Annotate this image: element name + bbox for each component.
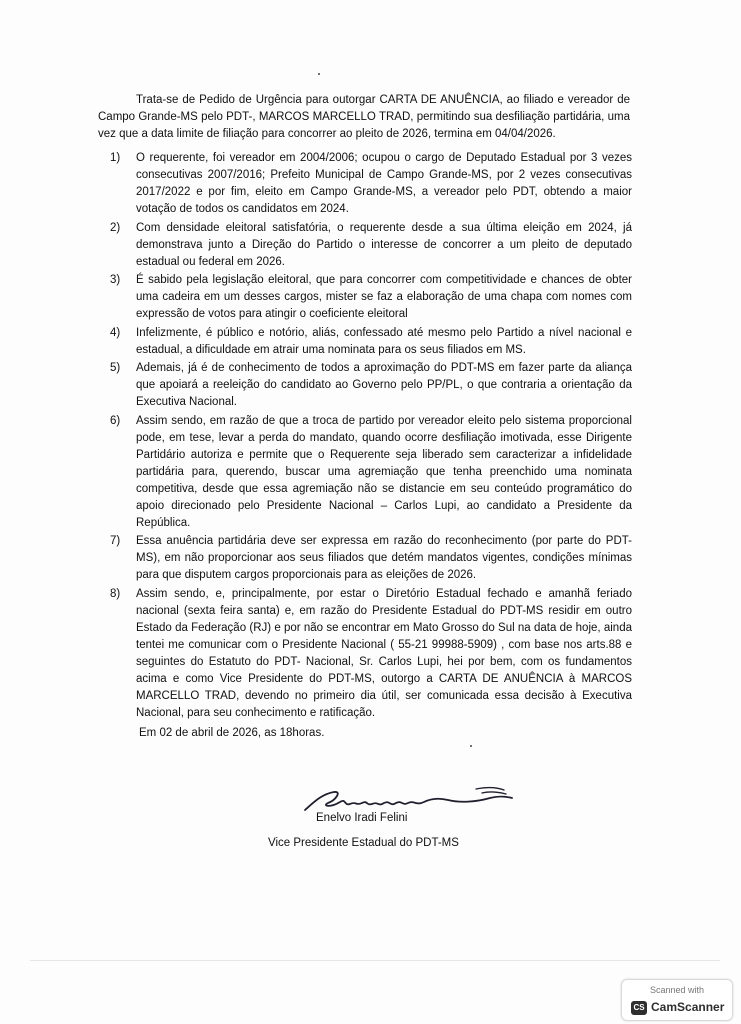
- camscanner-watermark: [621, 979, 733, 1021]
- camscanner-logo-icon: CS: [631, 1001, 647, 1015]
- list-item: [110, 272, 632, 323]
- signer-name: Enelvo Iradi Felini: [316, 812, 408, 824]
- intro-paragraph: [98, 92, 630, 144]
- item-number: 6): [110, 414, 121, 427]
- list-item: [110, 533, 632, 584]
- item-number: 2): [110, 221, 121, 234]
- item-text: Essa anuência partidária deve ser expressa em razão do reconhecimento (por parte do PDT-MS), em não proporcionar aos seus filiados que detém mandatos vigentes, condições mínimas para que disputem cargos proporcionais para as eleições de 2026.: [136, 535, 632, 582]
- list-item: [110, 220, 632, 271]
- item-text: Com densidade eleitoral satisfatória, o requerente desde a sua última eleição em 2024, já demonstrava junto a Direção do Partido o interesse de concorrer a um pleito de deputado estadual ou federal em 2026.: [136, 221, 632, 268]
- item-text: Assim sendo, em razão de que a troca de partido por vereador eleito pelo sistema proporcional pode, em tese, levar a perda do mandato, quando ocorre desfiliação imotivada, esse Dirigente Partidário autoriza e permite que o Requerente seja liberado sem caracterizar a infidelidade partidária para, querendo, buscar uma agremiação que tenha preenchido uma nominata competitiva, desde que essa agremiação não se distancie em seu conteúdo programático do apoio direcionado pelo Presidente Nacional – Carlos Lupi, ao candidato a Presidente da República.: [136, 414, 632, 529]
- item-text: Assim sendo, e, principalmente, por estar o Diretório Estadual fechado e amanhã feriado nacional (sexta feira santa) e, em razão do Presidente Estadual do PDT-MS residir em outro Estado da Federação (RJ) e por não se encontrar em Mato Grosso do Sul na data de hoje, ainda tentei me comunicar com o Presidente Nacional ( 55-21 99988-5909) , com base nos arts.88 e seguintes do Estatuto do PDT- Nacional, Sr. Carlos Lupi, hei por bem, com os fundamentos acima e como Vice Presidente do PDT-MS, outorgo a CARTA DE ANUÊNCIA à MARCOS MARCELLO TRAD, devendo no primeiro dia útil, ser comunicada essa decisão à Executiva Nacional, para seu conhecimento e ratificação.: [136, 587, 632, 720]
- item-number: 5): [110, 362, 121, 375]
- list-item: [110, 325, 632, 359]
- item-number: 4): [110, 326, 121, 339]
- item-text: O requerente, foi vereador em 2004/2006; ocupou o cargo de Deputado Estadual por 3 vezes consecutivas 2007/2016; Prefeito Municipal de Campo Grande-MS, por 2 vezes consecutivas 2017/2022 e por fim, eleito em Campo Grande-MS, a vereador pelo PDT, obtendo a maior votação de todos os candidatos em 2024.: [136, 152, 632, 216]
- list-item: [110, 586, 632, 722]
- watermark-brand: CamScanner: [651, 1000, 725, 1014]
- item-text: É sabido pela legislação eleitoral, que para concorrer com competitividade e chances de obter uma cadeira em um desses cargos, mister se faz a elaboração de uma chapa com nomes com expressão de votos para atingir o coeficiente eleitoral: [136, 274, 632, 321]
- scan-edge-line: [30, 960, 720, 961]
- list-item: [110, 413, 632, 532]
- signer-role: Vice Presidente Estadual do PDT-MS: [268, 837, 459, 849]
- item-number: 3): [110, 274, 121, 287]
- numbered-list: [110, 150, 632, 724]
- item-number: 1): [110, 152, 121, 164]
- intro-text: Trata-se de Pedido de Urgência para outorgar CARTA DE ANUÊNCIA, ao filiado e vereador de Campo Grande-MS pelo PDT-, MARCOS MARCELLO TRAD, permitindo sua desfiliação partidária, uma vez que a data limite de filiação para concorrer ao pleito de 2026, termina em 04/04/2026.: [98, 94, 630, 141]
- scan-speck: [470, 745, 472, 747]
- list-item: [110, 360, 632, 411]
- item-text: Ademais, já é de conhecimento de todos a aproximação do PDT-MS em fazer parte da aliança que apoiará a reeleição do candidato ao Governo pelo PP/PL, o que contraria a orientação da Executiva Nacional.: [136, 362, 632, 409]
- item-number: 8): [110, 587, 121, 600]
- watermark-caption: Scanned with: [649, 985, 705, 995]
- scan-speck: [318, 73, 320, 75]
- item-text: Infelizmente, é público e notório, aliás, confessado até mesmo pelo Partido a nível nacional e estadual, a dificuldade em atrair uma nominata para os seus filiados em MS.: [136, 326, 632, 356]
- list-item: [110, 150, 632, 218]
- date-line: Em 02 de abril de 2026, as 18horas.: [139, 727, 325, 739]
- item-number: 7): [110, 535, 121, 548]
